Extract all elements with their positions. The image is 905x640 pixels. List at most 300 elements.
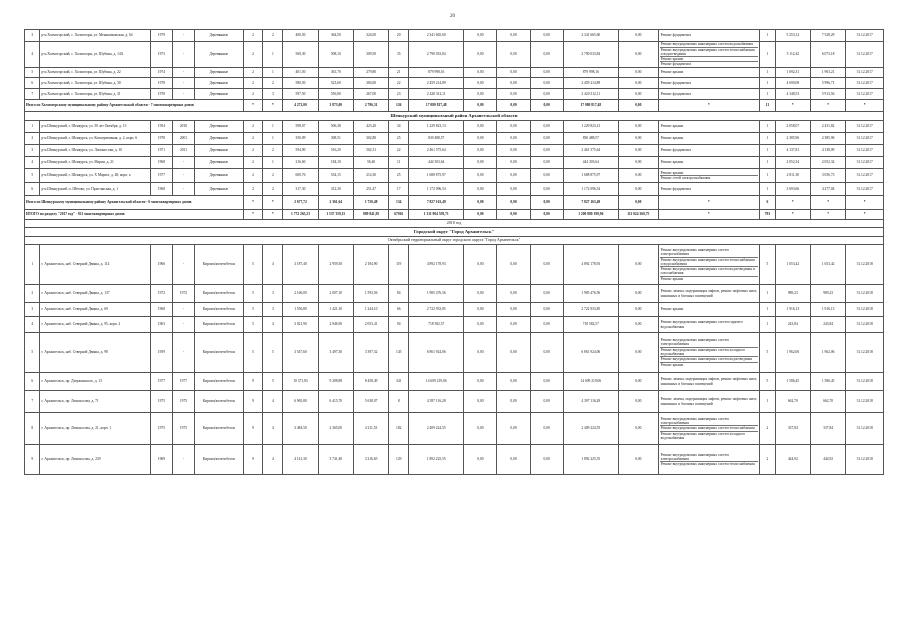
cell-y2: 2010 [172,121,194,133]
works-cell [658,89,760,100]
cell-fl: 2 [243,157,263,169]
cell-spec: 1 916,13 [775,303,810,317]
total-cost: 7 827 163,49 [409,196,464,210]
cell-p: 17 [389,183,409,196]
cell-a: 597,50 [283,89,318,100]
works-cell [658,169,760,183]
cell-z3: 0,00 [530,121,563,133]
cell-spec: 2 385,96 [775,133,810,145]
cell-z2: 0,00 [497,303,530,317]
cell-c: 423,20 [353,121,388,133]
cell-y1: 1969 [150,445,172,475]
cell-z3: 0,00 [530,42,563,68]
cell-mat: Кирпич/железобетон [195,445,244,475]
cell-a: 569,30 [283,42,318,68]
cell-c: 8 458,49 [353,373,388,391]
cell-cost: 718 582,57 [409,317,464,333]
cell-z2: 0,00 [497,183,530,196]
cell-end: 31.12.2018 [846,413,884,445]
cell-lim: 6 073,18 [810,42,845,68]
cell-z2: 0,00 [497,285,530,303]
cell-mat: Кирпич/железобетон [195,303,244,317]
cell-u: 5 [760,373,775,391]
cell-spec: 243,84 [775,317,810,333]
work-type-item: Ремонт внутридомовых инженерных систем водоотведения и газоснабжения [660,267,759,277]
cell-own: 2 790 033,84 [563,42,618,68]
cell-z1: 0,00 [464,68,497,78]
cell-y1: 1977 [150,169,172,183]
cell-u: 1 [760,157,775,169]
cell-c: 324,00 [353,30,388,42]
cell-own: 1 688 875,97 [563,169,618,183]
cell-addr: г. Архангельск, наб. Северной Двины, д. 137 [40,285,150,303]
cell-end: 31.12.2017 [846,133,884,145]
cell-a: 10 371,83 [283,373,318,391]
total-c: 1 750,48 [353,196,388,210]
total-row [25,196,884,210]
cell-mat: Деревянные [195,68,244,78]
cell-b: 2 007,10 [318,285,353,303]
cell-en: 1 [263,68,283,78]
cell-addr: р-н Шенкурский, г. Шенкурск, ул. Кооперативная, д. 2, корп. 6 [40,133,150,145]
total-z2: 0,00 [497,100,530,112]
work-type-item: Ремонт внутридомовых инженерных систем электроснабжения [660,453,759,463]
cell-mat: Деревянные [195,89,244,100]
cell-z1: 0,00 [464,391,497,413]
cell-y1: 1972 [150,285,172,303]
cell-y2: - [172,68,194,78]
cell-c: 279,80 [353,68,388,78]
cell-mat: Кирпич/железобетон [195,245,244,285]
total-b: 2 361,64 [318,196,353,210]
table-row [25,245,884,285]
cell-y1: 1968 [150,303,172,317]
cell-fl: 9 [243,445,263,475]
cell-u: 1 [760,42,775,68]
table-row [25,285,884,303]
cell-y1: 1975 [150,413,172,445]
cell-end: 31.12.2018 [846,373,884,391]
cell-z2: 0,00 [497,121,530,133]
cell-en: 4 [263,445,283,475]
works-cell [658,413,760,445]
cell-z1: 0,00 [464,89,497,100]
cell-lim: 337,84 [810,413,845,445]
cell-b: 312,30 [318,183,353,196]
cell-c: 56,40 [353,157,388,169]
cell-fl: 2 [243,121,263,133]
cell-y2: - [172,42,194,68]
total-b: 1 537 359,15 [318,210,353,220]
cell-cost: 4 892 178,93 [409,245,464,285]
cell-c: 1 244,10 [353,303,388,317]
cell-z1: 0,00 [464,169,497,183]
cell-z3: 0,00 [530,317,563,333]
cell-oth: 0,00 [618,445,658,475]
cell-spec: 662,70 [775,391,810,413]
cell-c: 1 593,56 [353,285,388,303]
cell-cost: 1 688 875,97 [409,169,464,183]
cell-own: 4 892 178,93 [563,245,618,285]
cell-p: 145 [389,333,409,373]
cell-p: 25 [389,169,409,183]
cell-a: 350,09 [283,133,318,145]
cell-oth: 0,00 [618,89,658,100]
cell-fl: 2 [243,30,263,42]
cell-z2: 0,00 [497,391,530,413]
cell-u: 1 [760,317,775,333]
total-a: 1 772 265,23 [283,210,318,220]
cell-lim: 243,84 [810,317,845,333]
work-type-item: Ремонт внутридомовых инженерных систем электроснабжения [660,417,759,427]
cell-u: 1 [760,303,775,317]
table-row [25,169,884,183]
total-c: 889 841,95 [353,210,388,220]
cell-fl: 2 [243,183,263,196]
cell-lim: 4 277,04 [810,183,845,196]
cell-u: 1 [760,78,775,89]
work-type-item: Ремонт внутридомовых инженерных систем теплоснабжения [660,426,759,431]
cell-u: 1 [760,169,775,183]
cell-z3: 0,00 [530,133,563,145]
cell-a: 594,90 [283,145,318,157]
cell-b: 1 421,10 [318,303,353,317]
cell-oth: 0,00 [618,68,658,78]
cell-own: 1 985 476,56 [563,285,618,303]
cell-na: * [846,100,884,112]
cell-a: 6 965,80 [283,391,318,413]
cell-no: 6 [25,183,40,196]
cell-na: * [263,100,283,112]
cell-end: 31.12.2018 [846,303,884,317]
cell-addr: г. Архангельск, наб. Северной Двины, д. 69 [40,303,150,317]
cell-oth: 0,00 [618,183,658,196]
total-z1: 0,00 [464,196,497,210]
cell-y2: - [172,157,194,169]
cell-en: 4 [263,413,283,445]
table-row [25,413,884,445]
cell-spec: 2 811,30 [775,169,810,183]
cell-no: 2 [25,133,40,145]
cell-oth: 0,00 [618,145,658,157]
cell-na: * [810,100,845,112]
cell-end: 31.12.2018 [846,285,884,303]
work-type-item: Ремонт внутридомовых инженерных систем водоотведения [660,357,759,362]
cell-na: * [775,210,810,220]
cell-p: 66 [389,303,409,317]
cell-a: 400,50 [283,30,318,42]
works-cell [658,42,760,68]
cell-en: 3 [263,303,283,317]
cell-oth: 0,00 [618,285,658,303]
cell-end: 31.12.2017 [846,145,884,157]
cell-fl: 2 [243,133,263,145]
work-type-item: Ремонт фундамента [660,62,692,67]
cell-own: 444 303,64 [563,157,618,169]
cell-y2: - [172,169,194,183]
table-row [25,183,884,196]
cell-a: 2 166,00 [283,285,318,303]
total-p: 126 [389,100,409,112]
cell-a: 3 484,50 [283,413,318,445]
repair-program-table [24,29,884,475]
cell-spec: 989,23 [775,285,810,303]
cell-p: 35 [389,42,409,68]
cell-z1: 0,00 [464,78,497,89]
cell-end: 31.12.2018 [846,245,884,285]
cell-addr: р-н Холмогорский, с. Холмогоры, ул. Меньшиковская, д. 64 [40,30,150,42]
cell-cost: 2 409 224,55 [409,413,464,445]
cell-c: 267,00 [353,89,388,100]
cell-en: 1 [263,121,283,133]
cell-cost: 1 229 823,13 [409,121,464,133]
cell-lim: 1 903,21 [810,68,845,78]
cell-u: 5 [760,333,775,373]
cell-cost: 830 488,57 [409,133,464,145]
cell-lim: 2 431,82 [810,121,845,133]
cell-addr: р-н Холмогорский, с. Холмогоры, ул. Шубина, д. 30 [40,78,150,89]
cell-na: * [810,210,845,220]
cell-oth: 0,00 [618,333,658,373]
cell-addr: г. Архангельск, наб. Северной Двины, д. 95, корп. 2 [40,317,150,333]
cell-z1: 0,00 [464,445,497,475]
cell-z2: 0,00 [497,42,530,68]
cell-fl: 2 [243,78,263,89]
cell-z1: 0,00 [464,373,497,391]
cell-lim: 4 138,09 [810,145,845,157]
section-title-text: Шенкурский муниципальный район Архангельской области [25,112,884,121]
cell-mat: Кирпич/железобетон [195,285,244,303]
total-z1: 0,00 [464,100,497,112]
cell-z2: 0,00 [497,445,530,475]
works-cell [658,303,760,317]
cell-cost: 2 420 312,11 [409,89,464,100]
cell-en: 2 [263,169,283,183]
total-oth: 0,00 [618,196,658,210]
cell-oth: 0,00 [618,169,658,183]
cell-u: 1 [760,391,775,413]
work-type-item: Ремонт внутридомовых инженерных систем электроснабжения [660,338,759,348]
cell-no: 3 [25,30,40,42]
works-cell [658,68,760,78]
cell-na: * [243,100,263,112]
cell-y1: 1963 [150,317,172,333]
cell-oth: 0,00 [618,317,658,333]
cell-addr: г. Архангельск, пр. Ломоносова, д. 21, корп. 1 [40,413,150,445]
cell-oth: 0,00 [618,245,658,285]
cell-mat: Деревянные [195,157,244,169]
cell-y2: 1975 [172,391,194,413]
page-number: 20 [450,14,455,19]
cell-own: 4 397 116,28 [563,391,618,413]
cell-cost: 879 998,16 [409,68,464,78]
cell-z1: 0,00 [464,133,497,145]
table-row [25,391,884,413]
cell-b: 534,15 [318,169,353,183]
cell-end: 31.12.2017 [846,30,884,42]
cell-mat: Деревянные [195,133,244,145]
work-type-item: Ремонт крыши [660,57,759,62]
cell-spec: 5 112,42 [775,42,810,68]
cell-en: 1 [263,157,283,169]
cell-no: 5 [25,333,40,373]
cell-oth: 0,00 [618,121,658,133]
cell-y2: - [172,317,194,333]
cell-y2: 1975 [172,413,194,445]
cell-spec: 4 690,08 [775,78,810,89]
work-type-item: Ремонт крыши [660,124,684,129]
works-cell [658,78,760,89]
cell-fl: 5 [243,333,263,373]
year-heading [25,220,884,228]
cell-mat: Кирпич/железобетон [195,317,244,333]
cell-oth: 0,00 [618,157,658,169]
cell-fl: 2 [243,68,263,78]
work-type-item: Ремонт внутридомовых инженерных систем горячего водоснабжения [660,320,743,329]
work-type-item: Ремонт внутридомовых инженерных систем электроснабжения [660,248,759,258]
cell-addr: г. Архангельск, наб. Северной Двины, д. 98 [40,333,150,373]
cell-end: 31.12.2017 [846,169,884,183]
section-title [25,112,884,121]
cell-addr: р-н Шенкурский, г. Шенкурск, ул. Х Марата, д. 48, корп. а [40,169,150,183]
cell-z3: 0,00 [530,89,563,100]
total-oth: 111 024 360,75 [618,210,658,220]
cell-own: 14 609 219,06 [563,373,618,391]
cell-mat: Деревянные [195,169,244,183]
cell-u: 1 [760,133,775,145]
cell-spec: 444,92 [775,445,810,475]
cell-cost: 444 303,64 [409,157,464,169]
total-label: Итого по Холмогорскому муниципальному району Архангельской области - 7 многоквартирных домов [25,100,244,112]
cell-en: 5 [263,333,283,373]
cell-z3: 0,00 [530,333,563,373]
cell-c: 309,50 [353,42,388,68]
work-type-item: Ремонт крыши [660,276,684,281]
works-cell [658,391,760,413]
total-u: 11 [760,100,775,112]
cell-u: 1 [760,30,775,42]
cell-c: 3 216,65 [353,445,388,475]
cell-z2: 0,00 [497,78,530,89]
cell-y2: 2011 [172,145,194,157]
cell-addr: р-н Холмогорский, с. Холмогоры, ул. Шубина, д. 22 [40,68,150,78]
cell-b: 556,80 [318,89,353,100]
cell-u: 2 [760,445,775,475]
cell-no: 4 [25,42,40,68]
cell-c: 302,80 [353,133,388,145]
cell-spec: 5 253,12 [775,30,810,42]
cell-end: 31.12.2018 [846,333,884,373]
table-row [25,121,884,133]
cell-c: 4 211,53 [353,413,388,445]
work-type-item: Ремонт фундамента [660,80,692,85]
cell-b: 184,10 [318,157,353,169]
cell-en: 1 [263,42,283,68]
cell-end: 31.12.2017 [846,157,884,169]
cell-b: 361,70 [318,68,353,78]
cell-u: 5 [760,245,775,285]
work-type-item: Ремонт крыши [660,171,759,176]
cell-b: 506,38 [318,121,353,133]
cell-p: 129 [389,445,409,475]
cell-fl: 2 [243,42,263,68]
works-cell [658,145,760,157]
works-cell [658,373,760,391]
work-type-item: Ремонт сетей электроснабжения [660,176,711,180]
cell-b: 6 415,70 [318,391,353,413]
subdistrict-heading-text: Октябрьский территориальный округ городского округа "Город Архангельск" [25,237,884,245]
work-type-item: Ремонт крыши [660,70,684,75]
cell-oth: 0,00 [618,30,658,42]
cell-c: 3 397,32 [353,333,388,373]
cell-b: 3 741,40 [318,445,353,475]
cell-no: 5 [25,68,40,78]
work-type-item: Ремонт внутридомовых инженерных систем теплоснабжения [660,462,755,467]
cell-y1: 1975 [150,391,172,413]
cell-mat: Деревянные [195,121,244,133]
cell-spec: 1 692,31 [775,68,810,78]
cell-p: 119 [389,245,409,285]
cell-oth: 0,00 [618,303,658,317]
cell-na: * [658,196,760,210]
works-cell [658,157,760,169]
cell-own: 2 409 224,55 [563,413,618,445]
cell-oth: 0,00 [618,133,658,145]
table-row [25,78,884,89]
cell-end: 31.12.2017 [846,68,884,78]
total-a: 4 272,00 [283,100,318,112]
cell-y1: 1971 [150,145,172,157]
cell-end: 31.12.2018 [846,445,884,475]
cell-z2: 0,00 [497,133,530,145]
cell-addr: р-н Холмогорский, с. Холмогоры, ул. Шубина, д. 31 [40,89,150,100]
cell-z2: 0,00 [497,68,530,78]
works-cell [658,121,760,133]
cell-oth: 0,00 [618,391,658,413]
cell-na: * [846,196,884,210]
cell-addr: р-н Шенкурский, г. Шенкурск, ул. 50 лет Октября, д. 13 [40,121,150,133]
cell-cost: 14 609 219,06 [409,373,464,391]
cell-a: 3 021,90 [283,317,318,333]
cell-y1: 1977 [150,373,172,391]
total-p: 67016 [389,210,409,220]
cell-u: 1 [760,89,775,100]
total-own: 1 200 880 198,96 [563,210,618,220]
total-label: Итого по Шенкурскому муниципальному району Архангельской области - 6 многоквартирных домов [25,196,244,210]
cell-b: 3 497,30 [318,333,353,373]
cell-a: 580,50 [283,78,318,89]
total-z2: 0,00 [497,196,530,210]
cell-lim: 2 052,34 [810,157,845,169]
cell-no: 4 [25,317,40,333]
cell-spec: 2 052,34 [775,157,810,169]
cell-mat: Деревянные [195,78,244,89]
cell-z2: 0,00 [497,373,530,391]
cell-y2: - [172,333,194,373]
cell-z1: 0,00 [464,285,497,303]
cell-cost: 2 461 575,64 [409,145,464,157]
cell-a: 600,76 [283,169,318,183]
cell-addr: р-н Шенкурский, г. Шенкурск, ул. Марии, д. 21 [40,157,150,169]
cell-c: 384,00 [353,78,388,89]
cell-y2: - [172,89,194,100]
cell-p: 22 [389,78,409,89]
cell-z1: 0,00 [464,30,497,42]
cell-z3: 0,00 [530,145,563,157]
total-u: 6 [760,196,775,210]
cell-z1: 0,00 [464,317,497,333]
cell-p: 182 [389,413,409,445]
